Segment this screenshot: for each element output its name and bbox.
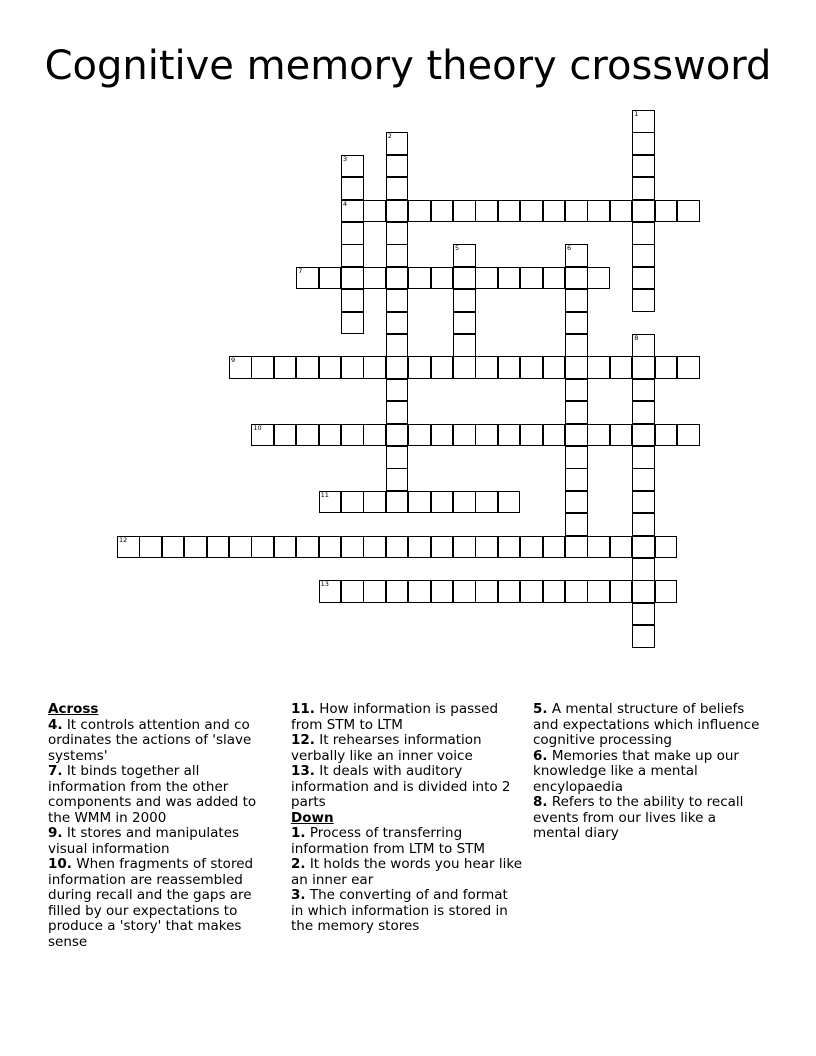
grid-cell[interactable]	[543, 580, 566, 603]
clues-column-1	[48, 702, 280, 950]
clue-across-9	[48, 826, 280, 857]
clue-text: Process of transferring information from LTM to STM	[291, 825, 486, 857]
clue-number: 8.	[533, 794, 548, 810]
grid-cell[interactable]	[363, 536, 386, 559]
grid-cell[interactable]	[655, 424, 678, 447]
grid-cell[interactable]	[296, 424, 319, 447]
grid-cell[interactable]	[386, 177, 409, 200]
grid-cell[interactable]	[632, 603, 655, 626]
grid-cell[interactable]	[386, 379, 409, 402]
grid-cell[interactable]	[251, 424, 274, 447]
grid-cell[interactable]	[587, 580, 610, 603]
grid-cell[interactable]	[341, 289, 364, 312]
clue-number-label: 2	[387, 132, 392, 141]
grid-cell[interactable]	[251, 356, 274, 379]
clue-number: 3.	[291, 887, 306, 903]
clue-number: 1.	[291, 825, 306, 841]
clue-across-13	[291, 764, 523, 811]
clue-number-label: 3	[343, 154, 348, 163]
clue-text: Memories that make up our knowledge like a mental encylopaedia	[533, 747, 739, 795]
clue-across-11	[291, 702, 523, 733]
grid-cell[interactable]	[408, 536, 431, 559]
grid-cell[interactable]	[632, 625, 655, 648]
grid-cell[interactable]	[386, 334, 409, 357]
grid-cell[interactable]	[565, 536, 588, 559]
grid-cell[interactable]	[520, 356, 543, 379]
grid-cell[interactable]	[341, 424, 364, 447]
grid-cell[interactable]	[251, 536, 274, 559]
grid-cell[interactable]	[453, 267, 476, 290]
grid-cell[interactable]	[632, 468, 655, 491]
grid-cell[interactable]	[386, 491, 409, 514]
grid-cell[interactable]	[475, 200, 498, 223]
clue-number-label: 4	[343, 199, 348, 208]
grid-cell[interactable]	[565, 491, 588, 514]
grid-cell[interactable]	[565, 289, 588, 312]
clue-number: 9.	[48, 825, 63, 841]
grid-cell[interactable]	[386, 536, 409, 559]
grid-cell[interactable]	[610, 356, 633, 379]
grid-cell[interactable]	[475, 536, 498, 559]
clue-text: It binds together all information from the other components and was added to the WMM in 2000	[48, 763, 257, 826]
grid-cell[interactable]	[408, 580, 431, 603]
clue-text: It holds the words you hear like an inner ear	[291, 856, 523, 888]
grid-cell[interactable]	[453, 312, 476, 335]
clue-down-5	[533, 702, 765, 749]
grid-cell[interactable]	[543, 536, 566, 559]
grid-cell[interactable]	[632, 244, 655, 267]
clue-number: 10.	[48, 856, 72, 872]
grid-cell[interactable]	[498, 536, 521, 559]
grid-cell[interactable]	[453, 289, 476, 312]
grid-cell[interactable]	[431, 356, 454, 379]
grid-cell[interactable]	[319, 424, 342, 447]
grid-cell[interactable]	[319, 491, 342, 514]
grid-cell[interactable]	[341, 177, 364, 200]
grid-cell[interactable]	[565, 379, 588, 402]
grid-cell[interactable]	[587, 536, 610, 559]
grid-cell[interactable]	[632, 132, 655, 155]
grid-cell[interactable]	[632, 289, 655, 312]
clue-text: It stores and manipulates visual information	[48, 825, 240, 857]
clue-number: 11.	[291, 701, 315, 717]
clues-column-3	[533, 702, 765, 842]
grid-cell[interactable]	[363, 200, 386, 223]
grid-cell[interactable]	[453, 424, 476, 447]
grid-cell[interactable]	[341, 222, 364, 245]
clue-down-3	[291, 888, 523, 935]
clue-text: When fragments of stored information are reassembled during recall and the gaps are filled by our expectations to produce a 'story' that makes sense	[48, 856, 254, 950]
clue-number-label: 7	[298, 266, 303, 275]
grid-cell[interactable]	[296, 536, 319, 559]
grid-cell[interactable]	[363, 424, 386, 447]
grid-cell[interactable]	[565, 580, 588, 603]
grid-cell[interactable]	[475, 267, 498, 290]
clue-number: 6.	[533, 747, 548, 764]
grid-cell[interactable]	[565, 334, 588, 357]
grid-cell[interactable]	[475, 356, 498, 379]
grid-cell[interactable]	[386, 424, 409, 447]
clue-number-label: 9	[231, 356, 236, 365]
clue-down-1	[291, 826, 523, 857]
grid-cell[interactable]	[386, 267, 409, 290]
grid-cell[interactable]	[565, 468, 588, 491]
grid-cell[interactable]	[655, 580, 678, 603]
grid-cell[interactable]	[632, 356, 655, 379]
grid-cell[interactable]	[655, 536, 678, 559]
grid-cell[interactable]	[184, 536, 207, 559]
grid-cell[interactable]	[431, 580, 454, 603]
grid-cell[interactable]	[341, 155, 364, 178]
grid-cell[interactable]	[565, 401, 588, 424]
clue-down-2	[291, 857, 523, 888]
grid-cell[interactable]	[498, 267, 521, 290]
grid-cell[interactable]	[453, 244, 476, 267]
grid-cell[interactable]	[408, 267, 431, 290]
grid-cell[interactable]	[610, 580, 633, 603]
grid-cell[interactable]	[363, 356, 386, 379]
clue-number-label: 10	[253, 423, 262, 432]
grid-cell[interactable]	[431, 491, 454, 514]
clue-across-4	[48, 718, 280, 765]
clue-text: The converting of and format in which information is stored in the memory stores	[291, 887, 508, 934]
grid-cell[interactable]	[386, 580, 409, 603]
grid-cell[interactable]	[386, 446, 409, 469]
clue-number-label: 11	[320, 490, 329, 499]
grid-cell[interactable]	[632, 491, 655, 514]
grid-cell[interactable]	[431, 536, 454, 559]
grid-cell[interactable]	[386, 222, 409, 245]
grid-cell[interactable]	[677, 200, 700, 223]
grid-cell[interactable]	[655, 200, 678, 223]
grid-cell[interactable]	[319, 267, 342, 290]
clue-number: 4.	[48, 716, 63, 733]
grid-cell[interactable]	[610, 424, 633, 447]
clue-number: 7.	[48, 763, 63, 779]
grid-cell[interactable]	[274, 424, 297, 447]
grid-cell[interactable]	[498, 580, 521, 603]
grid-cell[interactable]	[543, 356, 566, 379]
clue-number: 2.	[291, 856, 306, 872]
grid-cell[interactable]	[632, 424, 655, 447]
grid-cell[interactable]	[475, 580, 498, 603]
grid-cell[interactable]	[520, 580, 543, 603]
grid-cell[interactable]	[632, 110, 655, 133]
grid-cell[interactable]	[565, 356, 588, 379]
page-title: Cognitive memory theory crossword	[44, 43, 772, 89]
clue-across-7	[48, 764, 280, 826]
clue-number-label: 6	[567, 244, 572, 253]
grid-cell[interactable]	[498, 491, 521, 514]
grid-cell[interactable]	[408, 200, 431, 223]
clue-number: 5.	[533, 701, 548, 717]
grid-cell[interactable]	[431, 267, 454, 290]
clue-down-6	[533, 749, 765, 796]
grid-cell[interactable]	[386, 155, 409, 178]
grid-cell[interactable]	[632, 334, 655, 357]
grid-cell[interactable]	[453, 356, 476, 379]
clue-text: Refers to the ability to recall events from our lives like a mental diary	[533, 794, 744, 841]
clue-text: It rehearses information verbally like an inner voice	[291, 732, 482, 764]
grid-cell[interactable]	[565, 513, 588, 536]
grid-cell[interactable]	[296, 356, 319, 379]
grid-cell[interactable]	[162, 536, 185, 559]
clue-number-label: 13	[320, 580, 329, 589]
clue-across-10	[48, 857, 280, 950]
grid-cell[interactable]	[520, 424, 543, 447]
grid-cell[interactable]	[632, 401, 655, 424]
grid-cell[interactable]	[587, 356, 610, 379]
grid-cell[interactable]	[341, 536, 364, 559]
grid-cell[interactable]	[610, 200, 633, 223]
grid-cell[interactable]	[632, 222, 655, 245]
grid-cell[interactable]	[319, 580, 342, 603]
grid-cell[interactable]	[341, 244, 364, 267]
grid-cell[interactable]	[386, 289, 409, 312]
grid-cell[interactable]	[498, 200, 521, 223]
grid-cell[interactable]	[632, 580, 655, 603]
grid-cell[interactable]	[431, 424, 454, 447]
clues-column-2	[291, 702, 523, 935]
clue-number-label: 8	[634, 334, 639, 342]
grid-cell[interactable]	[453, 491, 476, 514]
grid-cell[interactable]	[632, 558, 655, 581]
grid-cell[interactable]	[632, 446, 655, 469]
clue-number-label: 5	[455, 244, 460, 253]
grid-cell[interactable]	[408, 356, 431, 379]
grid-cell[interactable]	[453, 536, 476, 559]
grid-cell[interactable]	[139, 536, 162, 559]
clue-text: A mental structure of beliefs and expectations which influence cognitive processing	[533, 701, 760, 748]
grid-cell[interactable]	[520, 267, 543, 290]
grid-cell[interactable]	[386, 200, 409, 223]
grid-cell[interactable]	[632, 536, 655, 559]
grid-cell[interactable]	[632, 267, 655, 290]
grid-cell[interactable]	[274, 356, 297, 379]
grid-cell[interactable]	[475, 491, 498, 514]
grid-cell[interactable]	[655, 356, 678, 379]
grid-cell[interactable]	[587, 200, 610, 223]
clue-text: It controls attention and co ordinates the actions of 'slave systems'	[48, 716, 252, 764]
grid-cell[interactable]	[341, 356, 364, 379]
grid-cell[interactable]	[363, 267, 386, 290]
grid-cell[interactable]	[341, 491, 364, 514]
grid-cell[interactable]	[453, 580, 476, 603]
clue-number-label: 12	[119, 535, 128, 544]
grid-cell[interactable]	[453, 200, 476, 223]
grid-cell[interactable]	[543, 200, 566, 223]
grid-cell[interactable]	[341, 267, 364, 290]
grid-cell[interactable]	[408, 424, 431, 447]
grid-cell[interactable]	[363, 491, 386, 514]
clue-number: 13.	[291, 763, 315, 779]
grid-cell[interactable]	[677, 424, 700, 447]
grid-cell[interactable]	[341, 580, 364, 603]
grid-cell[interactable]	[319, 536, 342, 559]
grid-cell[interactable]	[475, 424, 498, 447]
grid-cell[interactable]	[386, 468, 409, 491]
grid-cell[interactable]	[386, 132, 409, 155]
grid-cell[interactable]	[363, 580, 386, 603]
grid-cell[interactable]	[543, 267, 566, 290]
clue-number: 12.	[291, 732, 315, 748]
grid-cell[interactable]	[386, 244, 409, 267]
grid-cell[interactable]	[498, 356, 521, 379]
grid-cell[interactable]	[386, 312, 409, 335]
grid-cell[interactable]	[341, 200, 364, 223]
grid-cell[interactable]	[498, 424, 521, 447]
grid-cell[interactable]	[453, 334, 476, 357]
grid-cell[interactable]	[520, 536, 543, 559]
grid-cell[interactable]	[632, 513, 655, 536]
grid-cell[interactable]	[296, 267, 319, 290]
grid-cell[interactable]	[610, 536, 633, 559]
grid-cell[interactable]	[632, 155, 655, 178]
grid-cell[interactable]	[520, 200, 543, 223]
grid-cell[interactable]	[632, 379, 655, 402]
clue-text: It deals with auditory information and is divided into 2 parts	[291, 763, 511, 810]
grid-cell[interactable]	[386, 401, 409, 424]
grid-cell[interactable]	[587, 267, 610, 290]
grid-cell[interactable]	[632, 177, 655, 200]
grid-cell[interactable]	[565, 312, 588, 335]
grid-cell[interactable]	[207, 536, 230, 559]
grid-cell[interactable]	[565, 424, 588, 447]
grid-cell[interactable]	[431, 200, 454, 223]
clue-text: How information is passed from STM to LTM	[291, 701, 499, 733]
grid-cell[interactable]	[341, 312, 364, 335]
grid-cell[interactable]	[543, 424, 566, 447]
grid-cell[interactable]	[229, 356, 252, 379]
grid-cell[interactable]	[408, 491, 431, 514]
grid-cell[interactable]	[565, 446, 588, 469]
grid-cell[interactable]	[386, 356, 409, 379]
grid-cell[interactable]	[565, 200, 588, 223]
clue-down-8	[533, 795, 765, 842]
grid-cell[interactable]	[587, 424, 610, 447]
grid-cell[interactable]	[274, 536, 297, 559]
grid-cell[interactable]	[677, 356, 700, 379]
grid-cell[interactable]	[632, 200, 655, 223]
clue-number-label: 1	[634, 110, 639, 118]
grid-cell[interactable]	[229, 536, 252, 559]
grid-cell[interactable]	[565, 267, 588, 290]
across-heading: Across	[48, 701, 99, 717]
grid-cell[interactable]	[117, 536, 140, 559]
clue-across-12	[291, 733, 523, 764]
grid-cell[interactable]	[565, 244, 588, 267]
grid-cell[interactable]	[319, 356, 342, 379]
down-heading: Down	[291, 809, 334, 826]
